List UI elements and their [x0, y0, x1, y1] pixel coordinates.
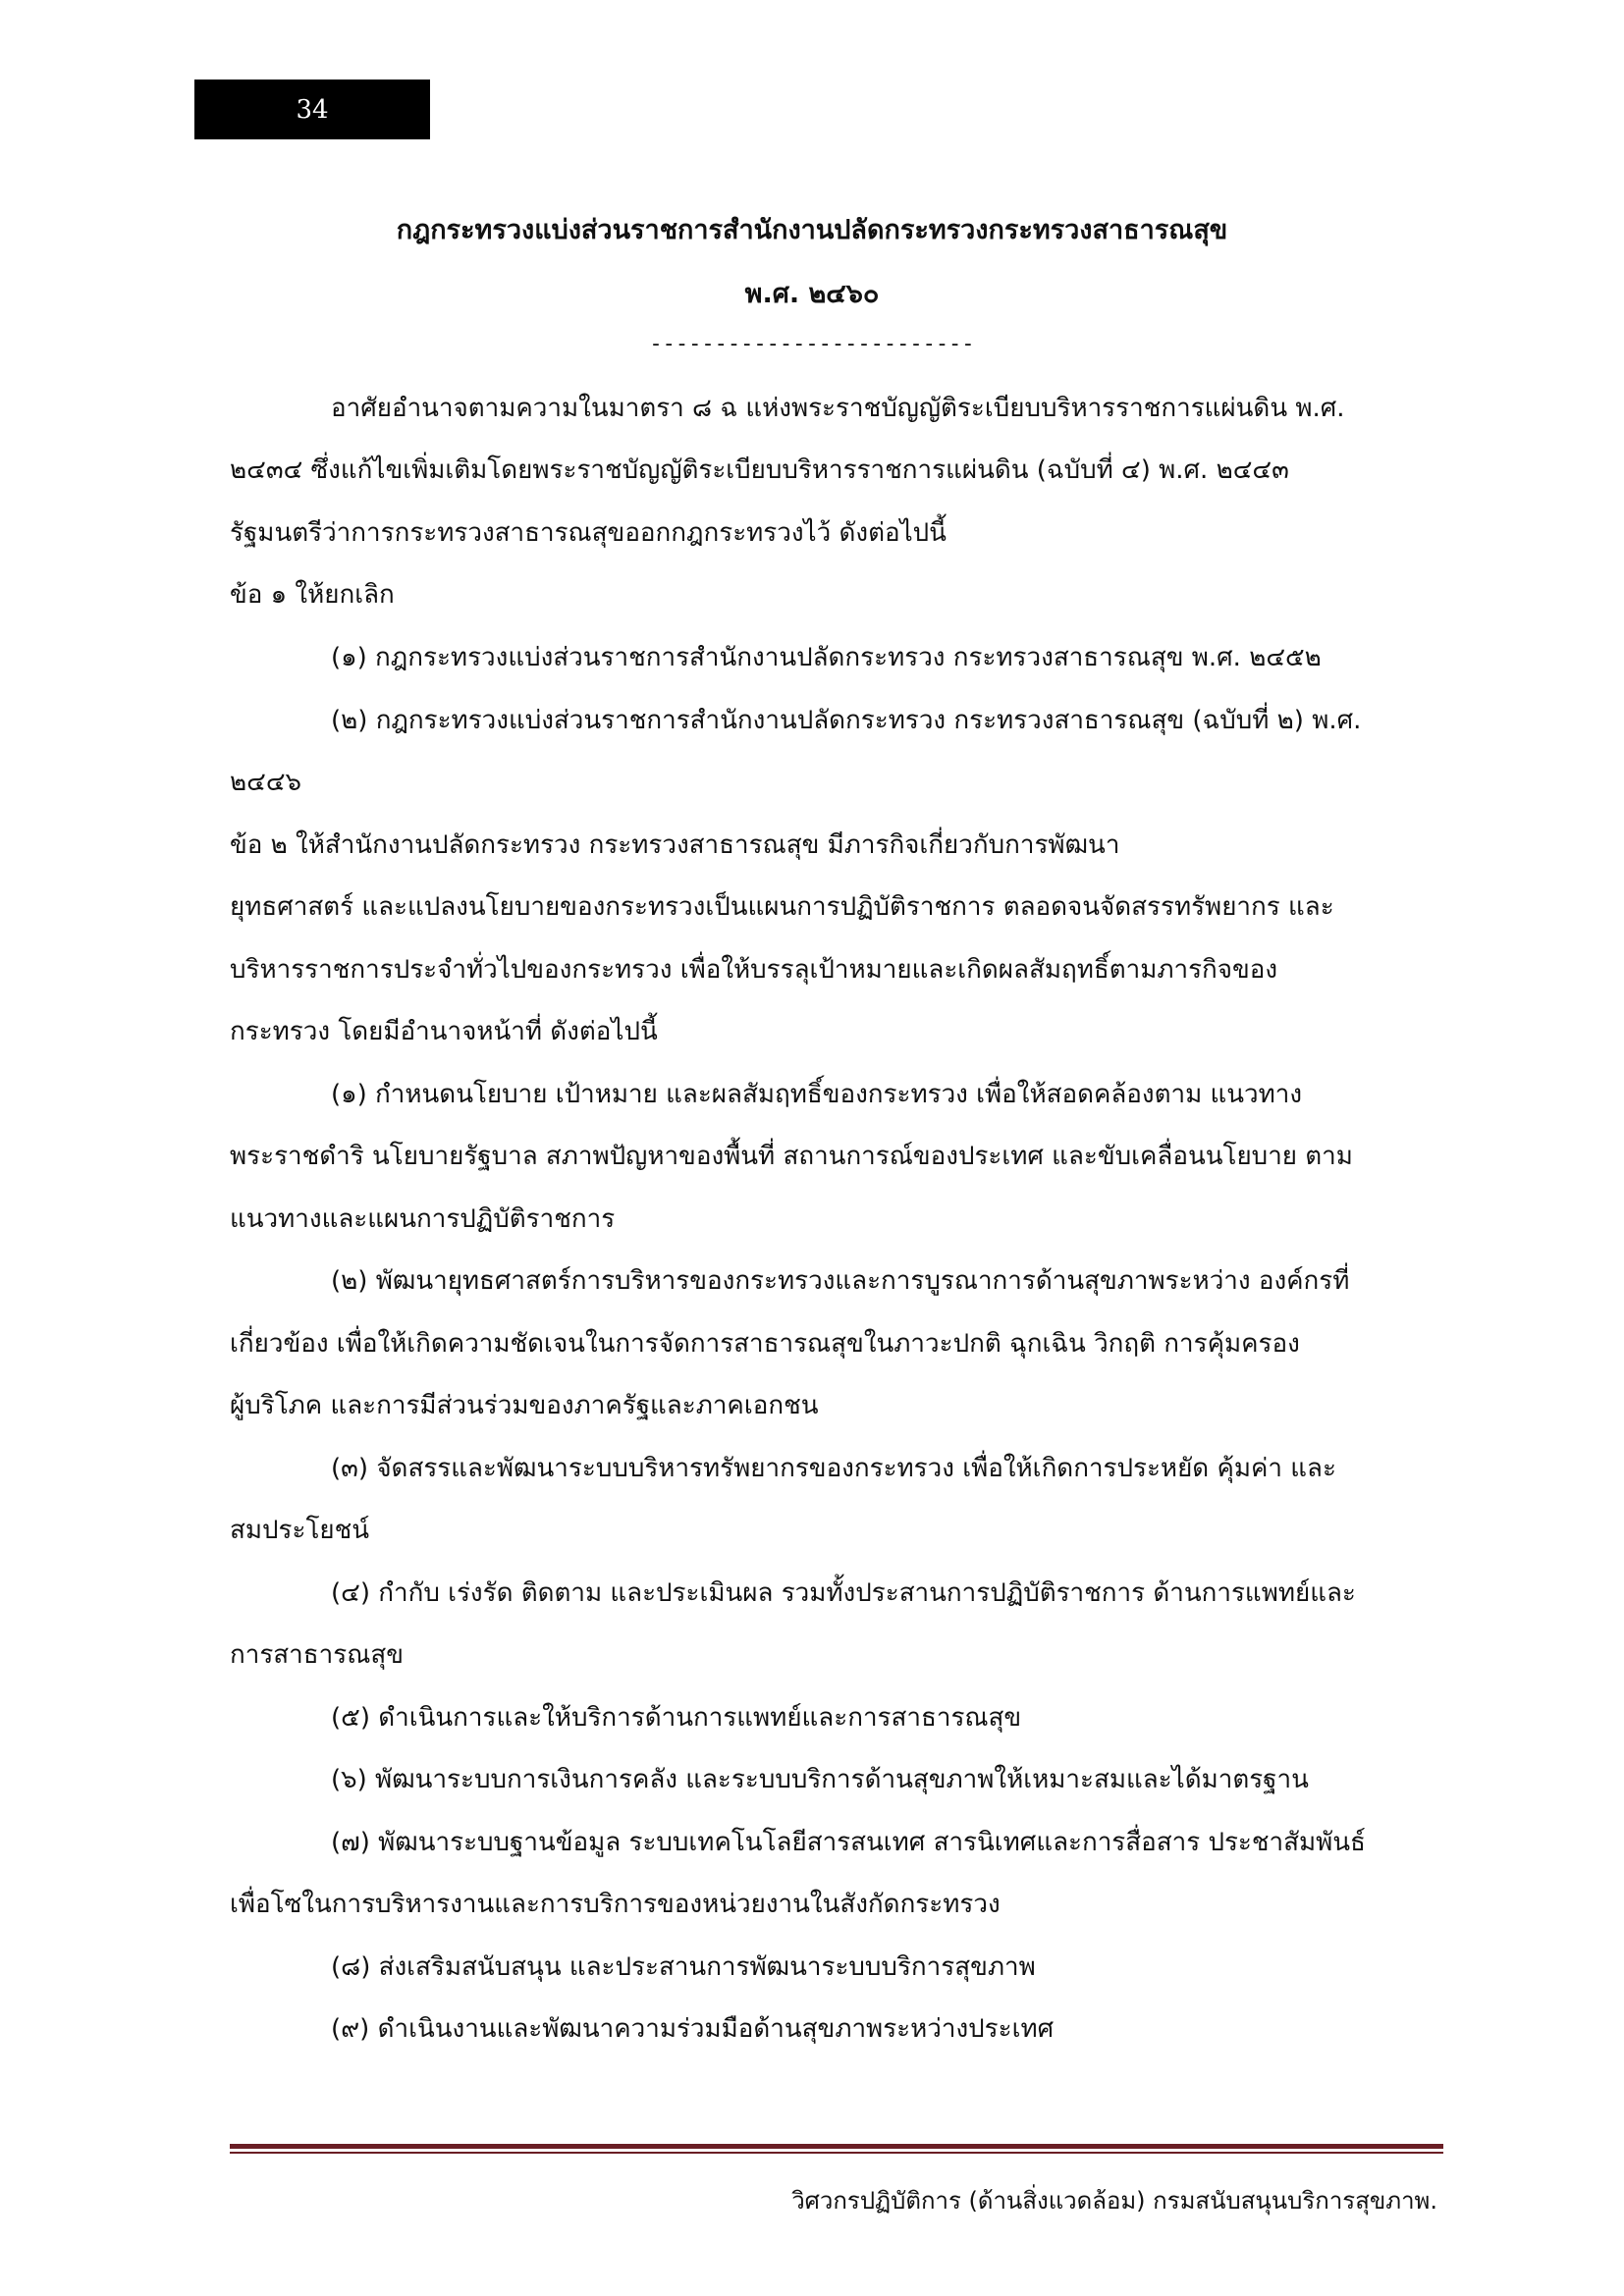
document-year: พ.ศ. ๒๔๖๐: [744, 279, 880, 309]
body-line: (๒) กฎกระทรวงแบ่งส่วนราชการสำนักงานปลัดกระทรวง กระทรวงสาธารณสุข (ฉบับที่ ๒) พ.ศ.: [331, 706, 1362, 735]
body-line: อาศัยอำนาจตามความในมาตรา ๘ ฉ แห่งพระราชบัญญัติระเบียบบริหารราชการแผ่นดิน พ.ศ.: [331, 394, 1345, 423]
body-line: (๘) ส่งเสริมสนับสนุน และประสานการพัฒนาระบบบริการสุขภาพ: [331, 1952, 1036, 1982]
body-line: ผู้บริโภค และการมีส่วนร่วมของภาครัฐและภาคเอกชน: [230, 1391, 819, 1420]
body-line: ๒๔๓๔ ซึ่งแก้ไขเพิ่มเติมโดยพระราชบัญญัติระเบียบบริหารราชการแผ่นดิน (ฉบับที่ ๔) พ.ศ. ๒๔๔๓: [230, 455, 1289, 485]
body-line: เพื่อโซในการบริหารงานและการบริการของหน่วยงานในสังกัดกระทรวง: [230, 1890, 1001, 1919]
document-title: กฎกระทรวงแบ่งส่วนราชการสำนักงานปลัดกระทรวงกระทรวงสาธารณสุข: [396, 215, 1228, 245]
footer-divider-thin: [230, 2152, 1443, 2154]
clause-heading: ข้อ ๑ ให้ยกเลิก: [230, 580, 395, 610]
body-line: รัฐมนตรีว่าการกระทรวงสาธารณสุขออกกฎกระทรวงไว้ ดังต่อไปนี้: [230, 518, 947, 548]
body-line: (๔) กำกับ เร่งรัด ติดตาม และประเมินผล รวมทั้งประสานการปฏิบัติราชการ ด้านการแพทย์และ: [331, 1578, 1356, 1608]
body-line: (๙) ดำเนินงานและพัฒนาความร่วมมือด้านสุขภาพระหว่างประเทศ: [331, 2014, 1055, 2044]
body-line: (๗) พัฒนาระบบฐานข้อมูล ระบบเทคโนโลยีสารสนเทศ สารนิเทศและการสื่อสาร ประชาสัมพันธ์: [331, 1828, 1366, 1857]
body-line: (๕) ดำเนินการและให้บริการด้านการแพทย์และการสาธารณสุข: [331, 1703, 1022, 1733]
footer-text: วิศวกรปฏิบัติการ (ด้านสิ่งแวดล้อม) กรมสนับสนุนบริการสุขภาพ.: [791, 2187, 1437, 2215]
body-line: สมประโยชน์: [230, 1516, 370, 1545]
body-line: แนวทางและแผนการปฏิบัติราชการ: [230, 1204, 616, 1234]
body-line: ๒๔๔๖: [230, 768, 301, 797]
body-line: (๒) พัฒนายุทธศาสตร์การบริหารของกระทรวงและการบูรณาการด้านสุขภาพระหว่าง องค์กรที่: [331, 1266, 1350, 1296]
page-number: 34: [194, 80, 430, 139]
body-line: บริหารราชการประจำทั่วไปของกระทรวง เพื่อให้บรรลุเป้าหมายและเกิดผลสัมฤทธิ์ตามภารกิจของ: [230, 955, 1278, 985]
body-line: กระทรวง โดยมีอำนาจหน้าที่ ดังต่อไปนี้: [230, 1017, 658, 1046]
body-line: (๓) จัดสรรและพัฒนาระบบบริหารทรัพยากรของกระทรวง เพื่อให้เกิดการประหยัด คุ้มค่า และ: [331, 1454, 1336, 1483]
body-line: การสาธารณสุข: [230, 1640, 404, 1670]
clause-heading: ข้อ ๒ ให้สำนักงานปลัดกระทรวง กระทรวงสาธารณสุข มีภารกิจเกี่ยวกับการพัฒนา: [230, 830, 1120, 860]
footer-divider: [230, 2144, 1443, 2149]
body-line: เกี่ยวข้อง เพื่อให้เกิดความชัดเจนในการจัดการสาธารณสุขในภาวะปกติ ฉุกเฉิน วิกฤติ การคุ้มครอง: [230, 1329, 1300, 1359]
body-line: (๑) กฎกระทรวงแบ่งส่วนราชการสำนักงานปลัดกระทรวง กระทรวงสาธารณสุข พ.ศ. ๒๔๕๒: [331, 643, 1322, 672]
body-line: (๑) กำหนดนโยบาย เป้าหมาย และผลสัมฤทธิ์ของกระทรวง เพื่อให้สอดคล้องตาม แนวทาง: [331, 1080, 1303, 1109]
body-line: พระราชดำริ นโยบายรัฐบาล สภาพปัญหาของพื้นที่ สถานการณ์ของประเทศ และขับเคลื่อนนโยบาย ตาม: [230, 1142, 1353, 1171]
title-separator: -------------------------: [649, 332, 975, 356]
body-line: ยุทธศาสตร์ และแปลงนโยบายของกระทรวงเป็นแผนการปฏิบัติราชการ ตลอดจนจัดสรรทรัพยากร และ: [230, 892, 1334, 922]
body-line: (๖) พัฒนาระบบการเงินการคลัง และระบบบริการด้านสุขภาพให้เหมาะสมและได้มาตรฐาน: [331, 1765, 1309, 1794]
